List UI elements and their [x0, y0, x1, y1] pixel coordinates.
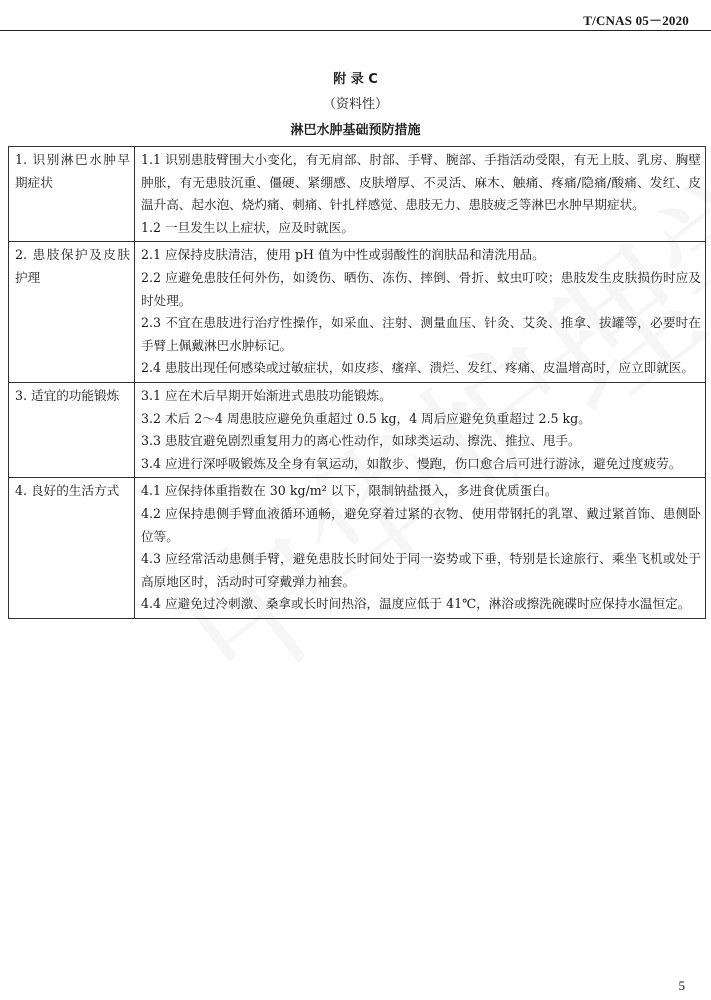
list-item: 4.2 应保持患侧手臂血液循环通畅，避免穿着过紧的衣物、使用带钢托的乳罩、戴过紧首饰、患侧卧位等。: [141, 505, 701, 544]
row-category: 1. 识别淋巴水肿早期症状: [9, 147, 135, 242]
table-row: [9, 382, 706, 477]
row-content: [135, 478, 706, 619]
list-item: 4.1 应保持体重指数在 30 kg/m² 以下，限制钠盐摄入，多进食优质蛋白。: [141, 483, 558, 499]
table-title: 淋巴水肿基础预防措施: [290, 123, 421, 138]
list-item: 4.3 应经常活动患侧手臂，避免患肢长时间处于同一姿势或下垂，特别是长途旅行、乘坐飞机或处于高原地区时，活动时可穿戴弹力袖套。: [141, 551, 701, 589]
appendix-title: 附 录 C: [333, 72, 378, 87]
table-row: [9, 147, 706, 242]
list-item: 3.4 应进行深呼吸锻炼及全身有氧运动，如散步、慢跑，伤口愈合后可进行游泳，避免过度疲劳。: [141, 455, 682, 471]
prevention-measures-table: [8, 146, 706, 619]
list-item: 3.2 术后 2～4 周患肢应避免负重超过 0.5 kg，4 周后应避免负重超过 2.5 kg。: [141, 410, 591, 426]
list-item: 2.3 不宜在患肢进行治疗性操作，如采血、注射、测量血压、针灸、艾灸、推拿、拔罐等，必要时在手臂上佩戴淋巴水肿标记。: [141, 315, 701, 353]
list-item: 3.1 应在术后早期开始渐进式患肢功能锻炼。: [141, 387, 392, 403]
row-content: [135, 147, 706, 242]
header-rule: [0, 30, 711, 31]
list-item: 2.4 患肢出现任何感染或过敏症状，如皮疹、瘙痒、溃烂、发红、疼痛、皮温增高时，应立即就医。: [141, 360, 694, 376]
list-item: 1.1 识别患肢臂围大小变化，有无肩部、肘部、手臂、腕部、手指活动受限，有无上肢、乳房、胸壁肿胀，有无患肢沉重、僵硬、紧绷感、皮肤增厚、不灵活、麻木、触痛、疼痛/隐痛/酸痛、发红、皮温升高、起水泡、烧灼痛、刺痛、针扎样感觉、患肢无力、患肢疲乏等淋巴水肿早期症状。: [141, 152, 701, 213]
list-item: 1.2 一旦发生以上症状，应及时就医。: [141, 219, 354, 235]
list-item: 4.4 应避免过冷刺激、桑拿或长时间热浴，温度应低于 41℃，淋浴或擦洗碗碟时应保持水温恒定。: [141, 596, 691, 612]
row-content: [135, 382, 706, 477]
row-content: [135, 242, 706, 383]
table-row: [9, 242, 706, 383]
page-number: 5: [678, 978, 685, 993]
appendix-subtitle: （资料性）: [322, 97, 388, 112]
standard-code: T/CNAS 05－2020: [583, 13, 689, 28]
row-category: 2. 患肢保护及皮肤护理: [9, 242, 135, 383]
list-item: 2.1 应保持皮肤清洁，使用 pH 值为中性或弱酸性的润肤品和清洗用品。: [141, 247, 545, 263]
list-item: 2.2 应避免患肢任何外伤，如烫伤、晒伤、冻伤、摔倒、骨折、蚊虫叮咬；患肢发生皮肤损伤时应及时处理。: [141, 269, 701, 308]
row-category: 3. 适宜的功能锻炼: [9, 382, 135, 477]
table-row: [9, 478, 706, 619]
list-item: 3.3 患肢宜避免剧烈重复用力的离心性动作，如球类运动、擦洗、推拉、甩手。: [141, 433, 581, 449]
row-category: 4. 良好的生活方式: [9, 478, 135, 619]
